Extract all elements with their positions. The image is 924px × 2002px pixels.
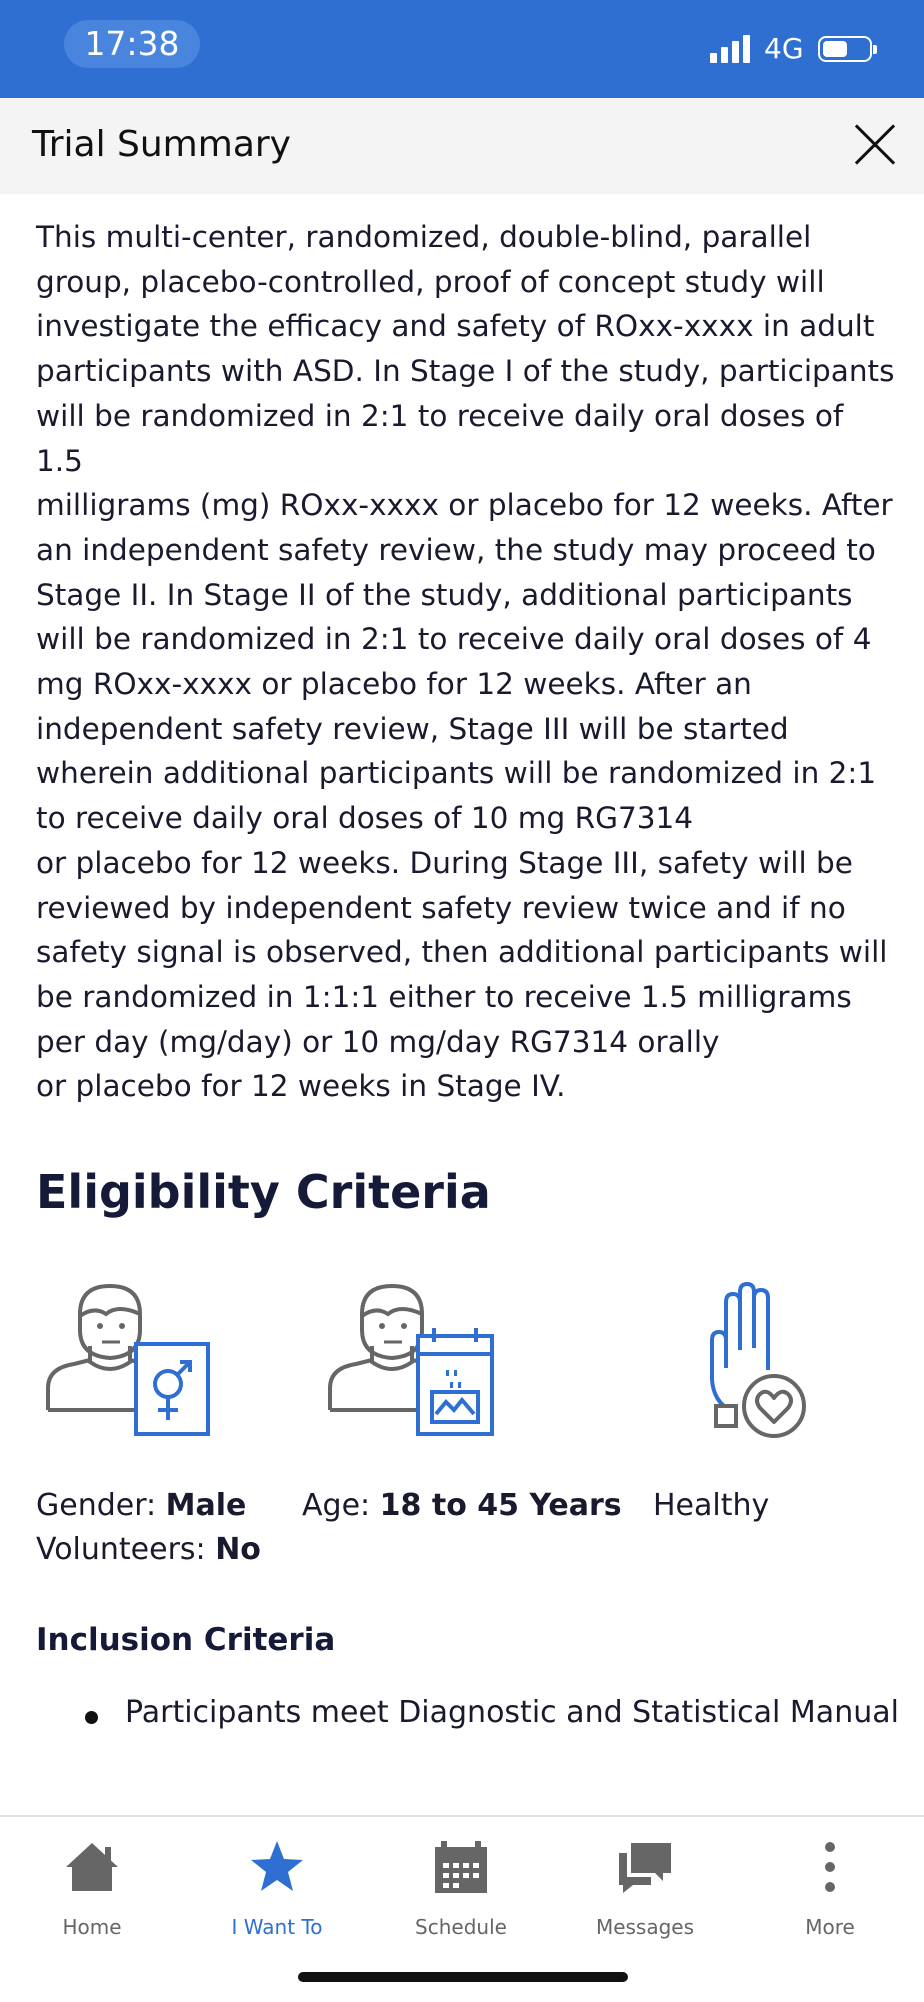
trial-summary-text: This multi-center, randomized, double-blind, parallel group, placebo-controlled, proof of concept study will investigate the efficacy and safety of ROxx-xxxx in adult participants with ASD. In Stage I of the study, participants will be randomized in 2:1 to receive daily oral doses of 1.5 milligrams (mg) ROxx-xxxx or placebo for 12 weeks. After an independent safety review, the study may proceed to Stage II. In Stage II of the study, additional participants will be randomized in 2:1 to receive daily oral doses of 4 mg ROxx-xxxx or placebo for 12 weeks. After an independent safety review, Stage III will be started wherein additional participants will be randomized in 2:1 to receive daily oral doses of 10 mg RG7314 or placebo for 12 weeks. During Stage III, safety will be reviewed by independent safety review twice and if no safety signal is observed, then additional participants will be randomized in 1:1:1 either to receive 1.5 milligrams per day (mg/day) or 10 mg/day RG7314 orally or placebo for 12 weeks in Stage IV.: [36, 220, 895, 1104]
tab-home[interactable]: [12, 1837, 172, 1939]
tab-i-want-to[interactable]: [197, 1837, 357, 1939]
gender-label: Gender:: [36, 1488, 166, 1523]
messages-icon: [615, 1837, 675, 1897]
page-title: Trial Summary: [32, 124, 291, 165]
modal-header: [0, 98, 924, 194]
volunteers-value: No: [215, 1532, 261, 1567]
status-bar: [0, 0, 924, 98]
list-item: Participants meet Diagnostic and Statistical Manual: [125, 1695, 899, 1730]
star-icon: [247, 1837, 307, 1897]
home-icon: [62, 1837, 122, 1897]
tab-more[interactable]: [750, 1837, 910, 1939]
home-indicator: [298, 1972, 628, 1982]
volunteers-label: Volunteers:: [36, 1532, 216, 1567]
healthy-criteria: Healthy: [653, 1488, 770, 1523]
healthy-hand-icon: [700, 1280, 810, 1440]
age-criteria: [302, 1484, 622, 1528]
status-time: 17:38: [64, 20, 200, 68]
network-type: 4G: [764, 32, 804, 65]
gender-criteria: [36, 1484, 261, 1572]
tab-label: I Want To: [231, 1915, 323, 1939]
list-bullet: [85, 1711, 98, 1724]
battery-icon: [818, 36, 872, 62]
tab-messages[interactable]: [565, 1837, 725, 1939]
inclusion-title: Inclusion Criteria: [36, 1622, 336, 1658]
age-value: 18 to 45 Years: [379, 1488, 622, 1523]
tab-label: Messages: [595, 1915, 695, 1939]
calendar-icon: [431, 1837, 491, 1897]
age-label: Age:: [302, 1488, 380, 1523]
tab-label: Schedule: [415, 1915, 507, 1939]
tab-schedule[interactable]: [381, 1837, 541, 1939]
eligibility-title: Eligibility Criteria: [36, 1165, 491, 1219]
age-calendar-icon: [326, 1280, 496, 1440]
gender-icon: [44, 1280, 214, 1440]
gender-value: Male: [165, 1488, 247, 1523]
signal-icon: [710, 33, 756, 63]
tab-label: Home: [62, 1915, 122, 1939]
more-icon: [800, 1837, 860, 1897]
close-icon[interactable]: [852, 122, 898, 168]
tab-label: More: [805, 1915, 855, 1939]
